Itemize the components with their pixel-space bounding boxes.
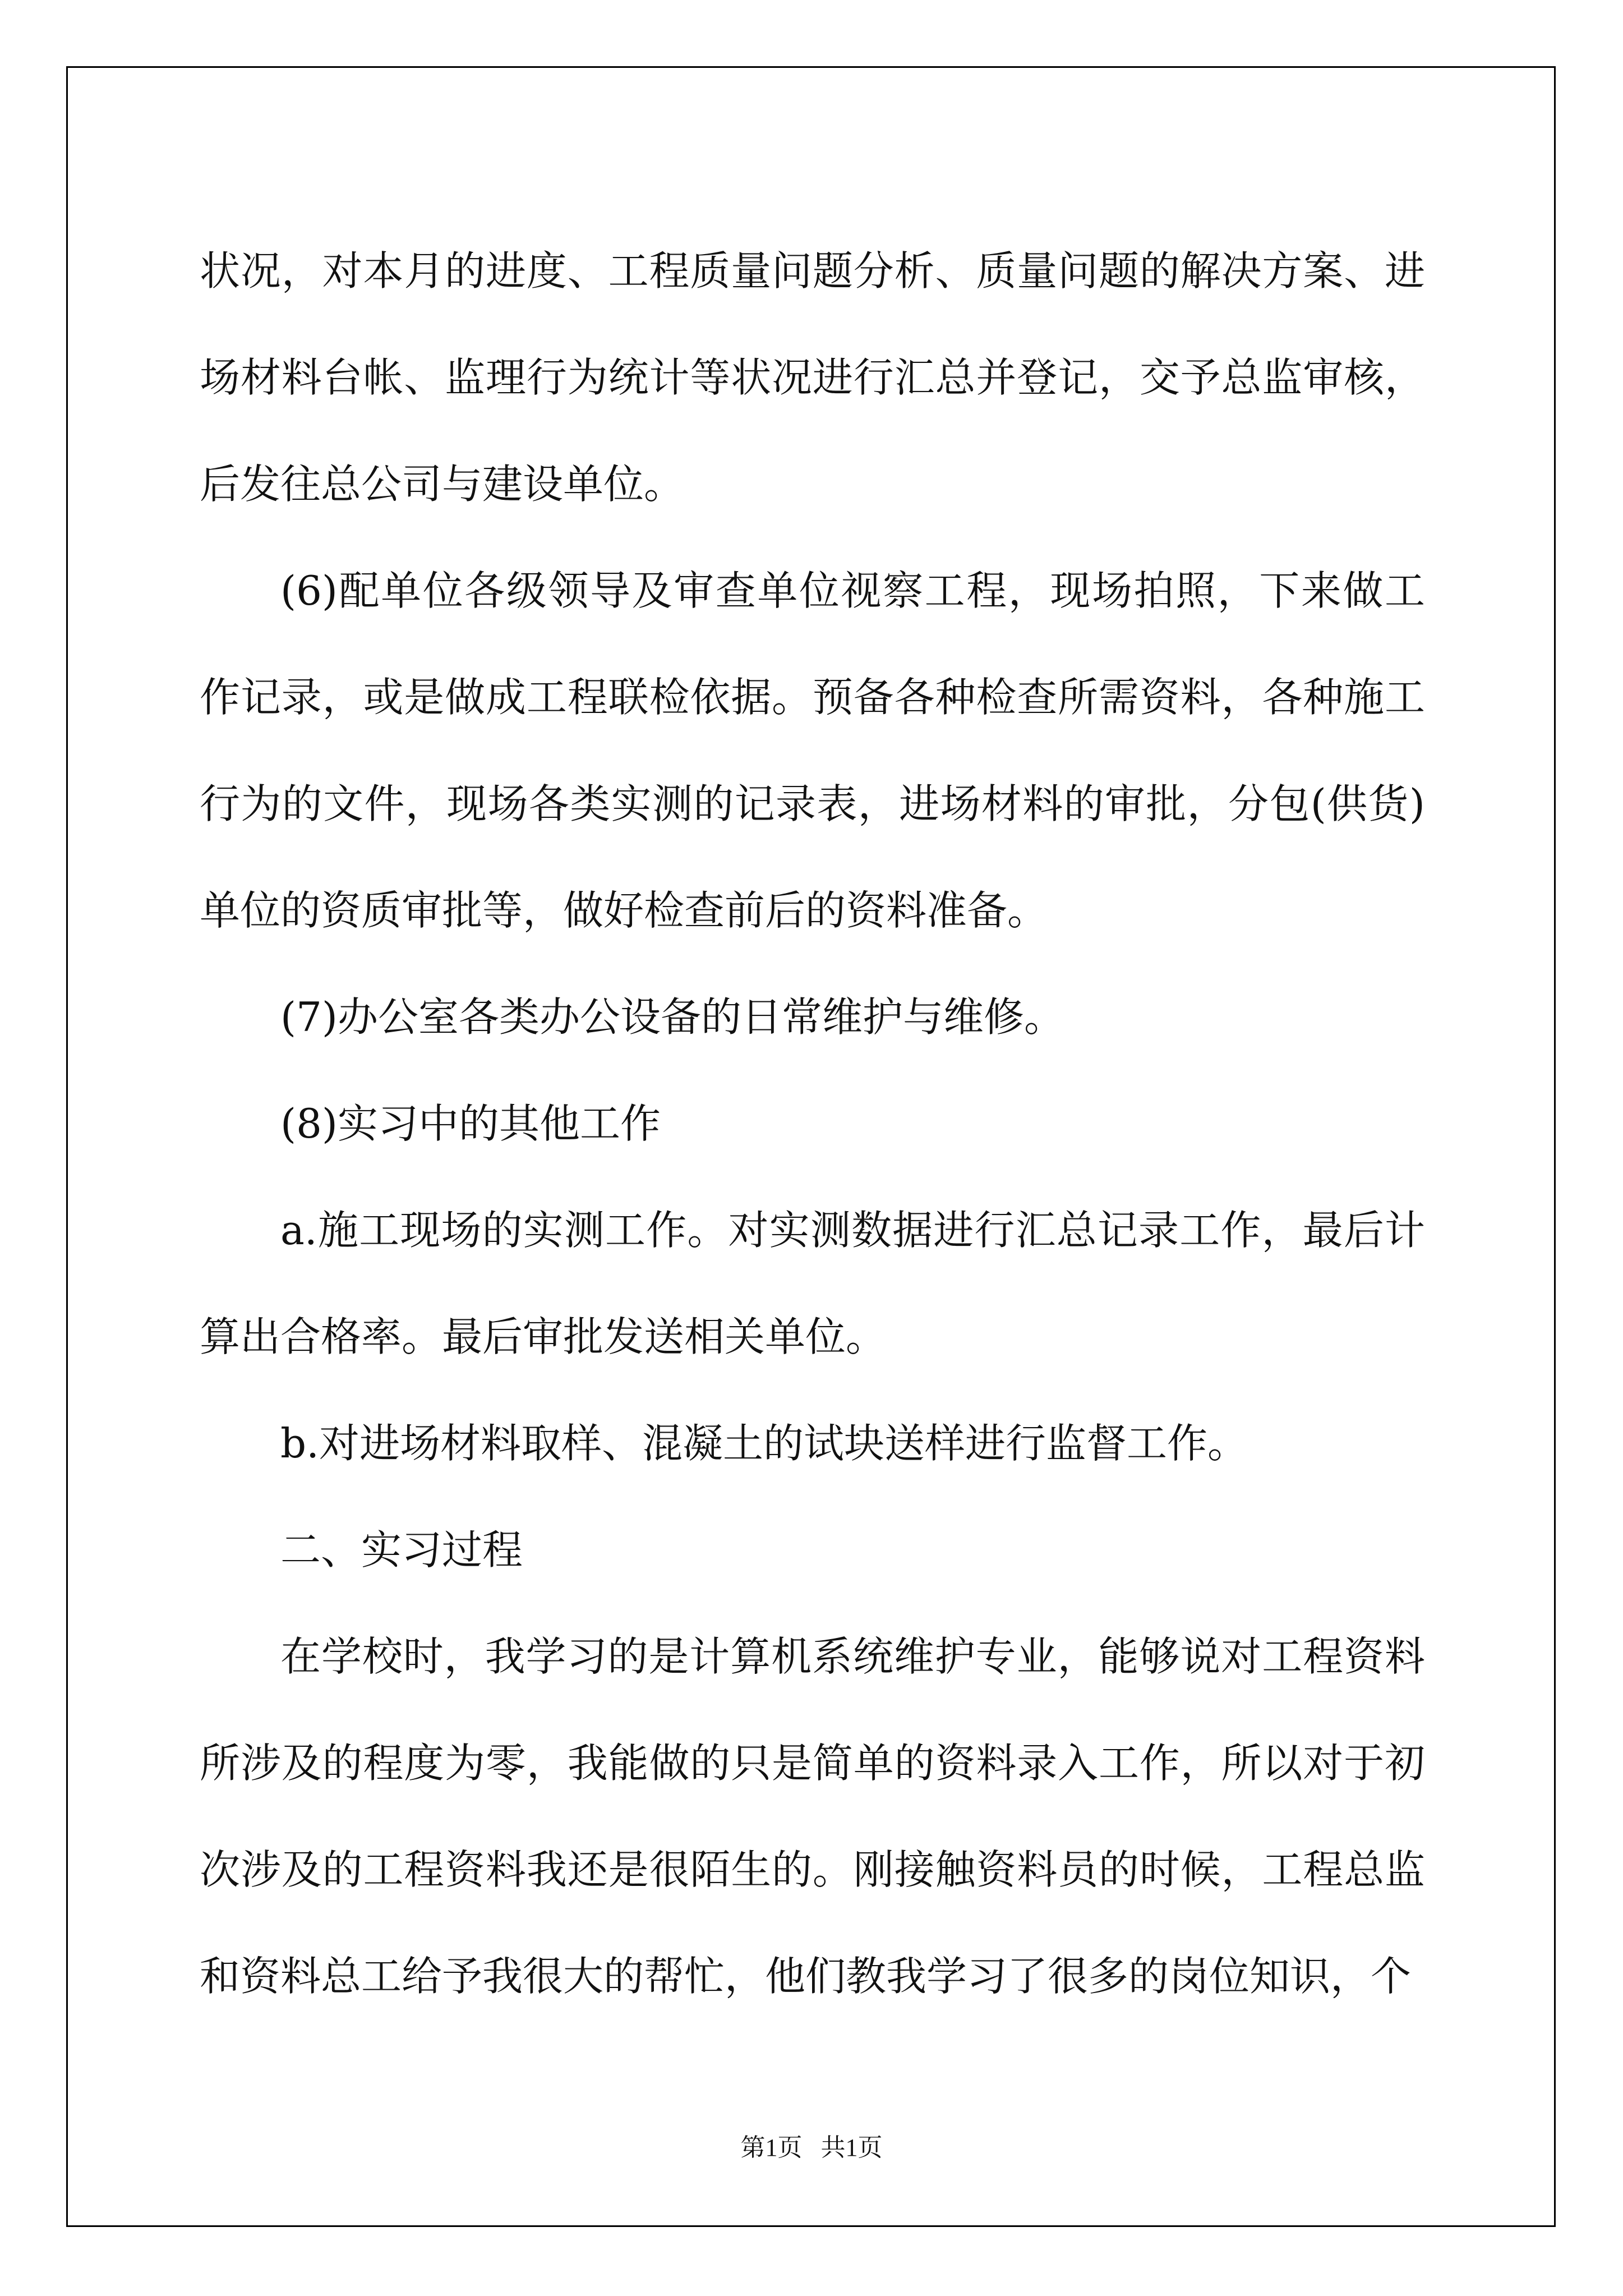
paragraph-item-7: (7)办公室各类办公设备的日常维护与维修。 [280,993,1064,1041]
paragraph-item-8: (8)实习中的其他工作 [280,1100,661,1147]
paragraph-status-summary: 状况，对本月的进度、工程质量问题分析、质量问题的解决方案、进场材料台帐、监理行为统计等状况进行汇总并登记，交予总监审核，后发往总公司与建设单位。 [200,247,1425,508]
paragraph-item-b: b.对进场材料取样、混凝土的试块送样进行监督工作。 [280,1420,1248,1467]
paragraph-item-a: a.施工现场的实测工作。对实测数据进行汇总记录工作，最后计算出合格率。最后审批发送相关单位。 [200,1207,1425,1360]
section-heading-internship-process: 二、实习过程 [280,1526,523,1573]
page-number-footer: 第1页 共1页 [740,2134,883,2161]
paragraph-item-6: (6)配单位各级领导及审查单位视察工程，现场拍照，下来做工作记录，或是做成工程联检依据。预备各种检查所需资料，各种施工行为的文件，现场各类实测的记录表，进场材料的审批，分包(供货)单位的资质审批等，做好检查前后的资料准备。 [200,567,1425,934]
document-body [200,218,1425,2030]
paragraph-school-background: 在学校时，我学习的是计算机系统维护专业，能够说对工程资料所涉及的程度为零，我能做的只是简单的资料录入工作，所以对于初次涉及的工程资料我还是很陌生的。刚接触资料员的时候，工程总监和资料总工给予我很大的帮忙，他们教我学习了很多的岗位知识，个 [200,1633,1425,2000]
